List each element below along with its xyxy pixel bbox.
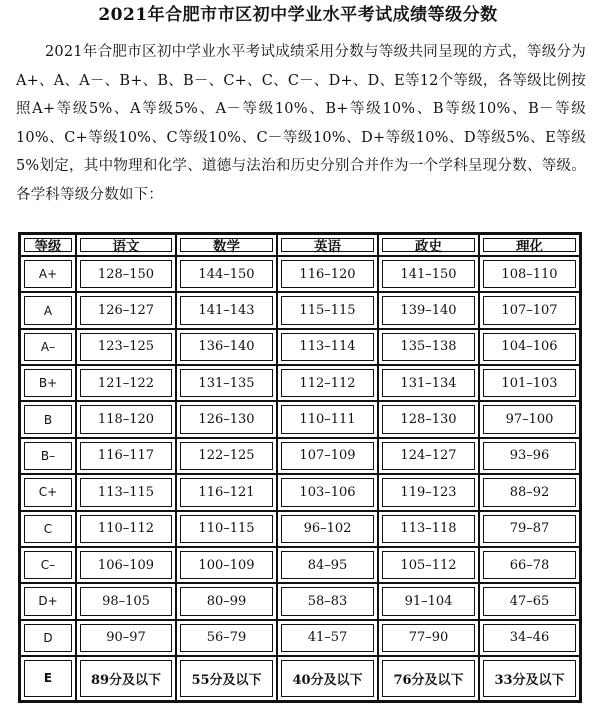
score-cell: 41–57	[277, 620, 378, 656]
score-cell: 128–150	[76, 256, 176, 292]
score-cell: 122–125	[176, 438, 277, 474]
score-cell: 103–106	[277, 474, 378, 510]
header-physics-chemistry: 理化	[479, 234, 580, 256]
score-cell: 66–78	[479, 547, 580, 583]
score-cell: 113–114	[277, 329, 378, 365]
grade-cell: D	[20, 620, 76, 656]
header-chinese: 语文	[76, 234, 176, 256]
score-cell: 112–112	[277, 365, 378, 401]
score-cell: 98–105	[76, 583, 176, 619]
score-cell: 104–106	[479, 329, 580, 365]
table-row	[20, 256, 580, 292]
header-politics-history: 政史	[378, 234, 479, 256]
score-cell: 118–120	[76, 401, 176, 437]
score-cell: 96–102	[277, 511, 378, 547]
score-cell: 128–130	[378, 401, 479, 437]
intro-paragraph: 2021年合肥市区初中学业水平考试成绩采用分数与等级共同呈现的方式，等级分为A+、A、A－、B+、B、B－、C+、C、C－、D+、D、E等12个等级，各等级比例按照A+等级5%、A等级5%、A－等级10%、B+等级10%、B等级10%、B－等级10%、C+等级10%、C等级10%、C－等级10%、D+等级10%、D等级5%、E等级5%划定，其中物理和化学、道德与法治和历史分别合并作为一个学科呈现分数、等级。各学科等级分数如下：	[16, 44, 586, 203]
table-header-row	[20, 234, 580, 256]
score-cell: 108–110	[479, 256, 580, 292]
score-cell: 34–46	[479, 620, 580, 656]
score-cell: 110–115	[176, 511, 277, 547]
score-cell: 58–83	[277, 583, 378, 619]
score-cell: 124–127	[378, 438, 479, 474]
score-cell: 105–112	[378, 547, 479, 583]
table-row	[20, 365, 580, 401]
score-cell: 135–138	[378, 329, 479, 365]
grade-cell: B+	[20, 365, 76, 401]
score-cell: 40分及以下	[277, 656, 378, 701]
score-cell: 131–134	[378, 365, 479, 401]
table-row	[20, 511, 580, 547]
table-row	[20, 620, 580, 656]
grade-cell: E	[20, 656, 76, 701]
score-cell: 56–79	[176, 620, 277, 656]
score-cell: 116–117	[76, 438, 176, 474]
score-cell: 126–130	[176, 401, 277, 437]
score-cell: 101–103	[479, 365, 580, 401]
table-row	[20, 438, 580, 474]
table-row	[20, 401, 580, 437]
grade-cell: A+	[20, 256, 76, 292]
score-cell: 47–65	[479, 583, 580, 619]
score-cell: 90–97	[76, 620, 176, 656]
score-cell: 144–150	[176, 256, 277, 292]
header-grade: 等级	[20, 234, 76, 256]
score-cell: 89分及以下	[76, 656, 176, 701]
grade-cell: B	[20, 401, 76, 437]
score-cell: 116–121	[176, 474, 277, 510]
header-english: 英语	[277, 234, 378, 256]
grade-cell: C–	[20, 547, 76, 583]
grade-score-table	[18, 232, 582, 703]
grade-cell: D+	[20, 583, 76, 619]
score-cell: 139–140	[378, 292, 479, 328]
score-cell: 93–96	[479, 438, 580, 474]
score-cell: 115–115	[277, 292, 378, 328]
score-cell: 110–111	[277, 401, 378, 437]
document-title: 2021年合肥市市区初中学业水平考试成绩等级分数	[98, 5, 498, 25]
score-cell: 91–104	[378, 583, 479, 619]
score-cell: 107–109	[277, 438, 378, 474]
score-cell: 113–118	[378, 511, 479, 547]
score-cell: 55分及以下	[176, 656, 277, 701]
score-cell: 121–122	[76, 365, 176, 401]
score-cell: 77–90	[378, 620, 479, 656]
score-cell: 33分及以下	[479, 656, 580, 701]
score-cell: 136–140	[176, 329, 277, 365]
score-cell: 84–95	[277, 547, 378, 583]
score-cell: 110–112	[76, 511, 176, 547]
score-cell: 106–109	[76, 547, 176, 583]
score-cell: 141–150	[378, 256, 479, 292]
table-row	[20, 474, 580, 510]
score-cell: 88–92	[479, 474, 580, 510]
score-cell: 76分及以下	[378, 656, 479, 701]
grade-cell: A–	[20, 329, 76, 365]
score-cell: 119–123	[378, 474, 479, 510]
score-cell: 107–107	[479, 292, 580, 328]
grade-cell: A	[20, 292, 76, 328]
score-cell: 123–125	[76, 329, 176, 365]
table-row	[20, 292, 580, 328]
table-row	[20, 583, 580, 619]
table-row	[20, 329, 580, 365]
header-math: 数学	[176, 234, 277, 256]
score-cell: 79–87	[479, 511, 580, 547]
grade-cell: C+	[20, 474, 76, 510]
score-cell: 80–99	[176, 583, 277, 619]
grade-cell: C	[20, 511, 76, 547]
score-cell: 141–143	[176, 292, 277, 328]
score-cell: 97–100	[479, 401, 580, 437]
table-row	[20, 656, 580, 701]
table-row	[20, 547, 580, 583]
score-cell: 131–135	[176, 365, 277, 401]
grade-cell: B–	[20, 438, 76, 474]
score-cell: 116–120	[277, 256, 378, 292]
score-cell: 100–109	[176, 547, 277, 583]
score-cell: 113–115	[76, 474, 176, 510]
score-cell: 126–127	[76, 292, 176, 328]
